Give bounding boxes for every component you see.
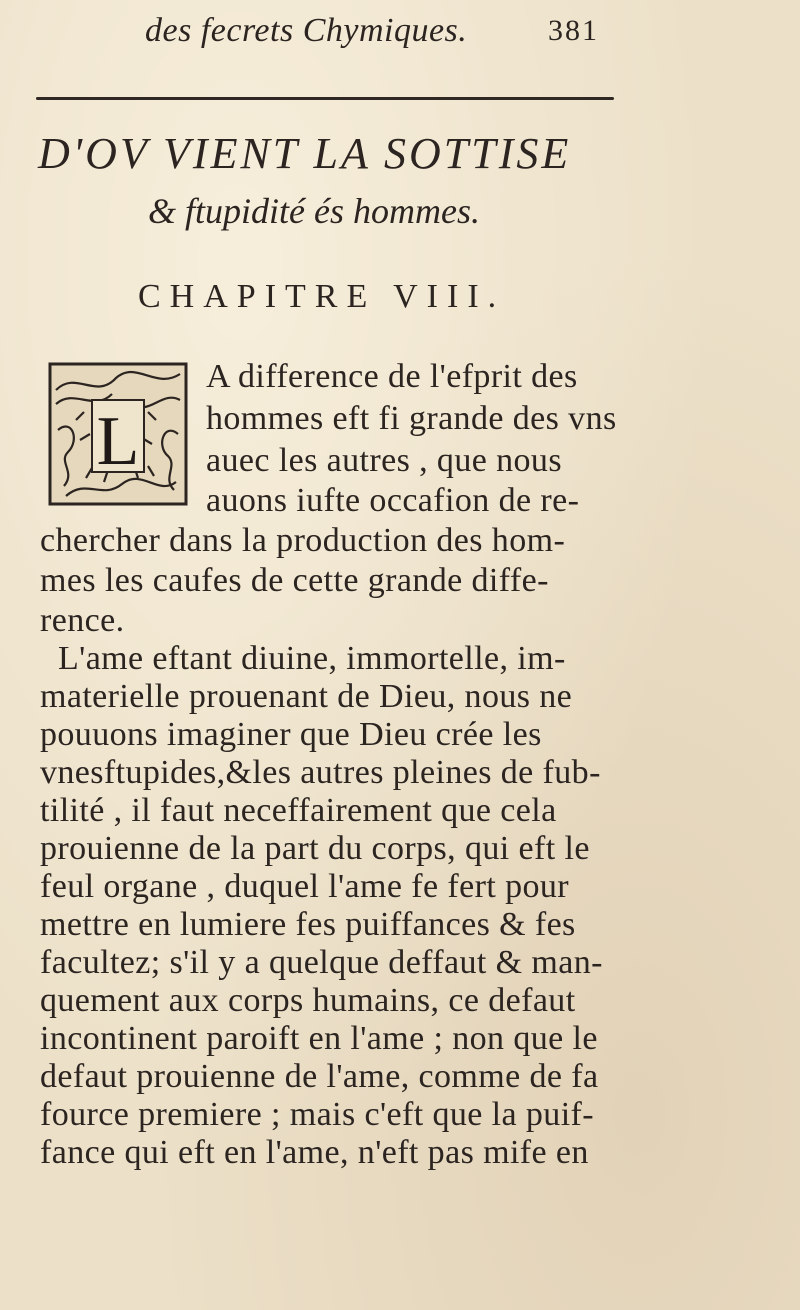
body-line: chercher dans la production des hom- (40, 522, 566, 559)
body-line: auons iufte occafion de re- (206, 482, 580, 519)
body-line: rence. (40, 602, 125, 639)
body-line: defaut prouienne de l'ame, comme de fa (40, 1058, 599, 1095)
body-line: auec les autres , que nous (206, 442, 562, 479)
body-line: mes les caufes de cette grande diffe- (40, 562, 549, 599)
body-line: incontinent paroift en l'ame ; non que le (40, 1020, 598, 1057)
body-line: feul organe , duquel l'ame fe fert pour (40, 868, 570, 905)
body-line: mettre en lumiere fes puiffances & fes (40, 906, 576, 943)
header-rule (36, 97, 614, 100)
body-line: materielle prouenant de Dieu, nous ne (40, 678, 573, 715)
chapter-number: CHAPITRE VIII. (138, 278, 506, 315)
body-line: fance qui eft en l'ame, n'eft pas mife en (40, 1134, 589, 1171)
body-line: facultez; s'il y a quelque deffaut & man- (40, 944, 603, 981)
body-line: tilité , il faut neceffairement que cela (40, 792, 557, 829)
body-line: pouuons imaginer que Dieu crée les (40, 716, 542, 753)
drop-cap-ornament-icon (46, 360, 190, 508)
page-number: 381 (548, 14, 599, 47)
drop-cap-letter: L (96, 403, 140, 480)
body-line: vnesftupides,&les autres pleines de fub- (40, 754, 601, 791)
body-line: A difference de l'efprit des (206, 358, 578, 395)
running-head: des fecrets Chymiques. (145, 12, 468, 49)
chapter-title: D'OV VIENT LA SOTTISE (38, 129, 572, 178)
body-line: hommes eft fi grande des vns (206, 400, 617, 437)
chapter-subtitle: & ftupidité és hommes. (148, 191, 480, 231)
body-line: quement aux corps humains, ce defaut (40, 982, 576, 1019)
body-line: fource premiere ; mais c'eft que la puif- (40, 1096, 594, 1133)
body-line: L'ame eftant diuine, immortelle, im- (58, 640, 566, 677)
body-line: prouienne de la part du corps, qui eft le (40, 830, 590, 867)
